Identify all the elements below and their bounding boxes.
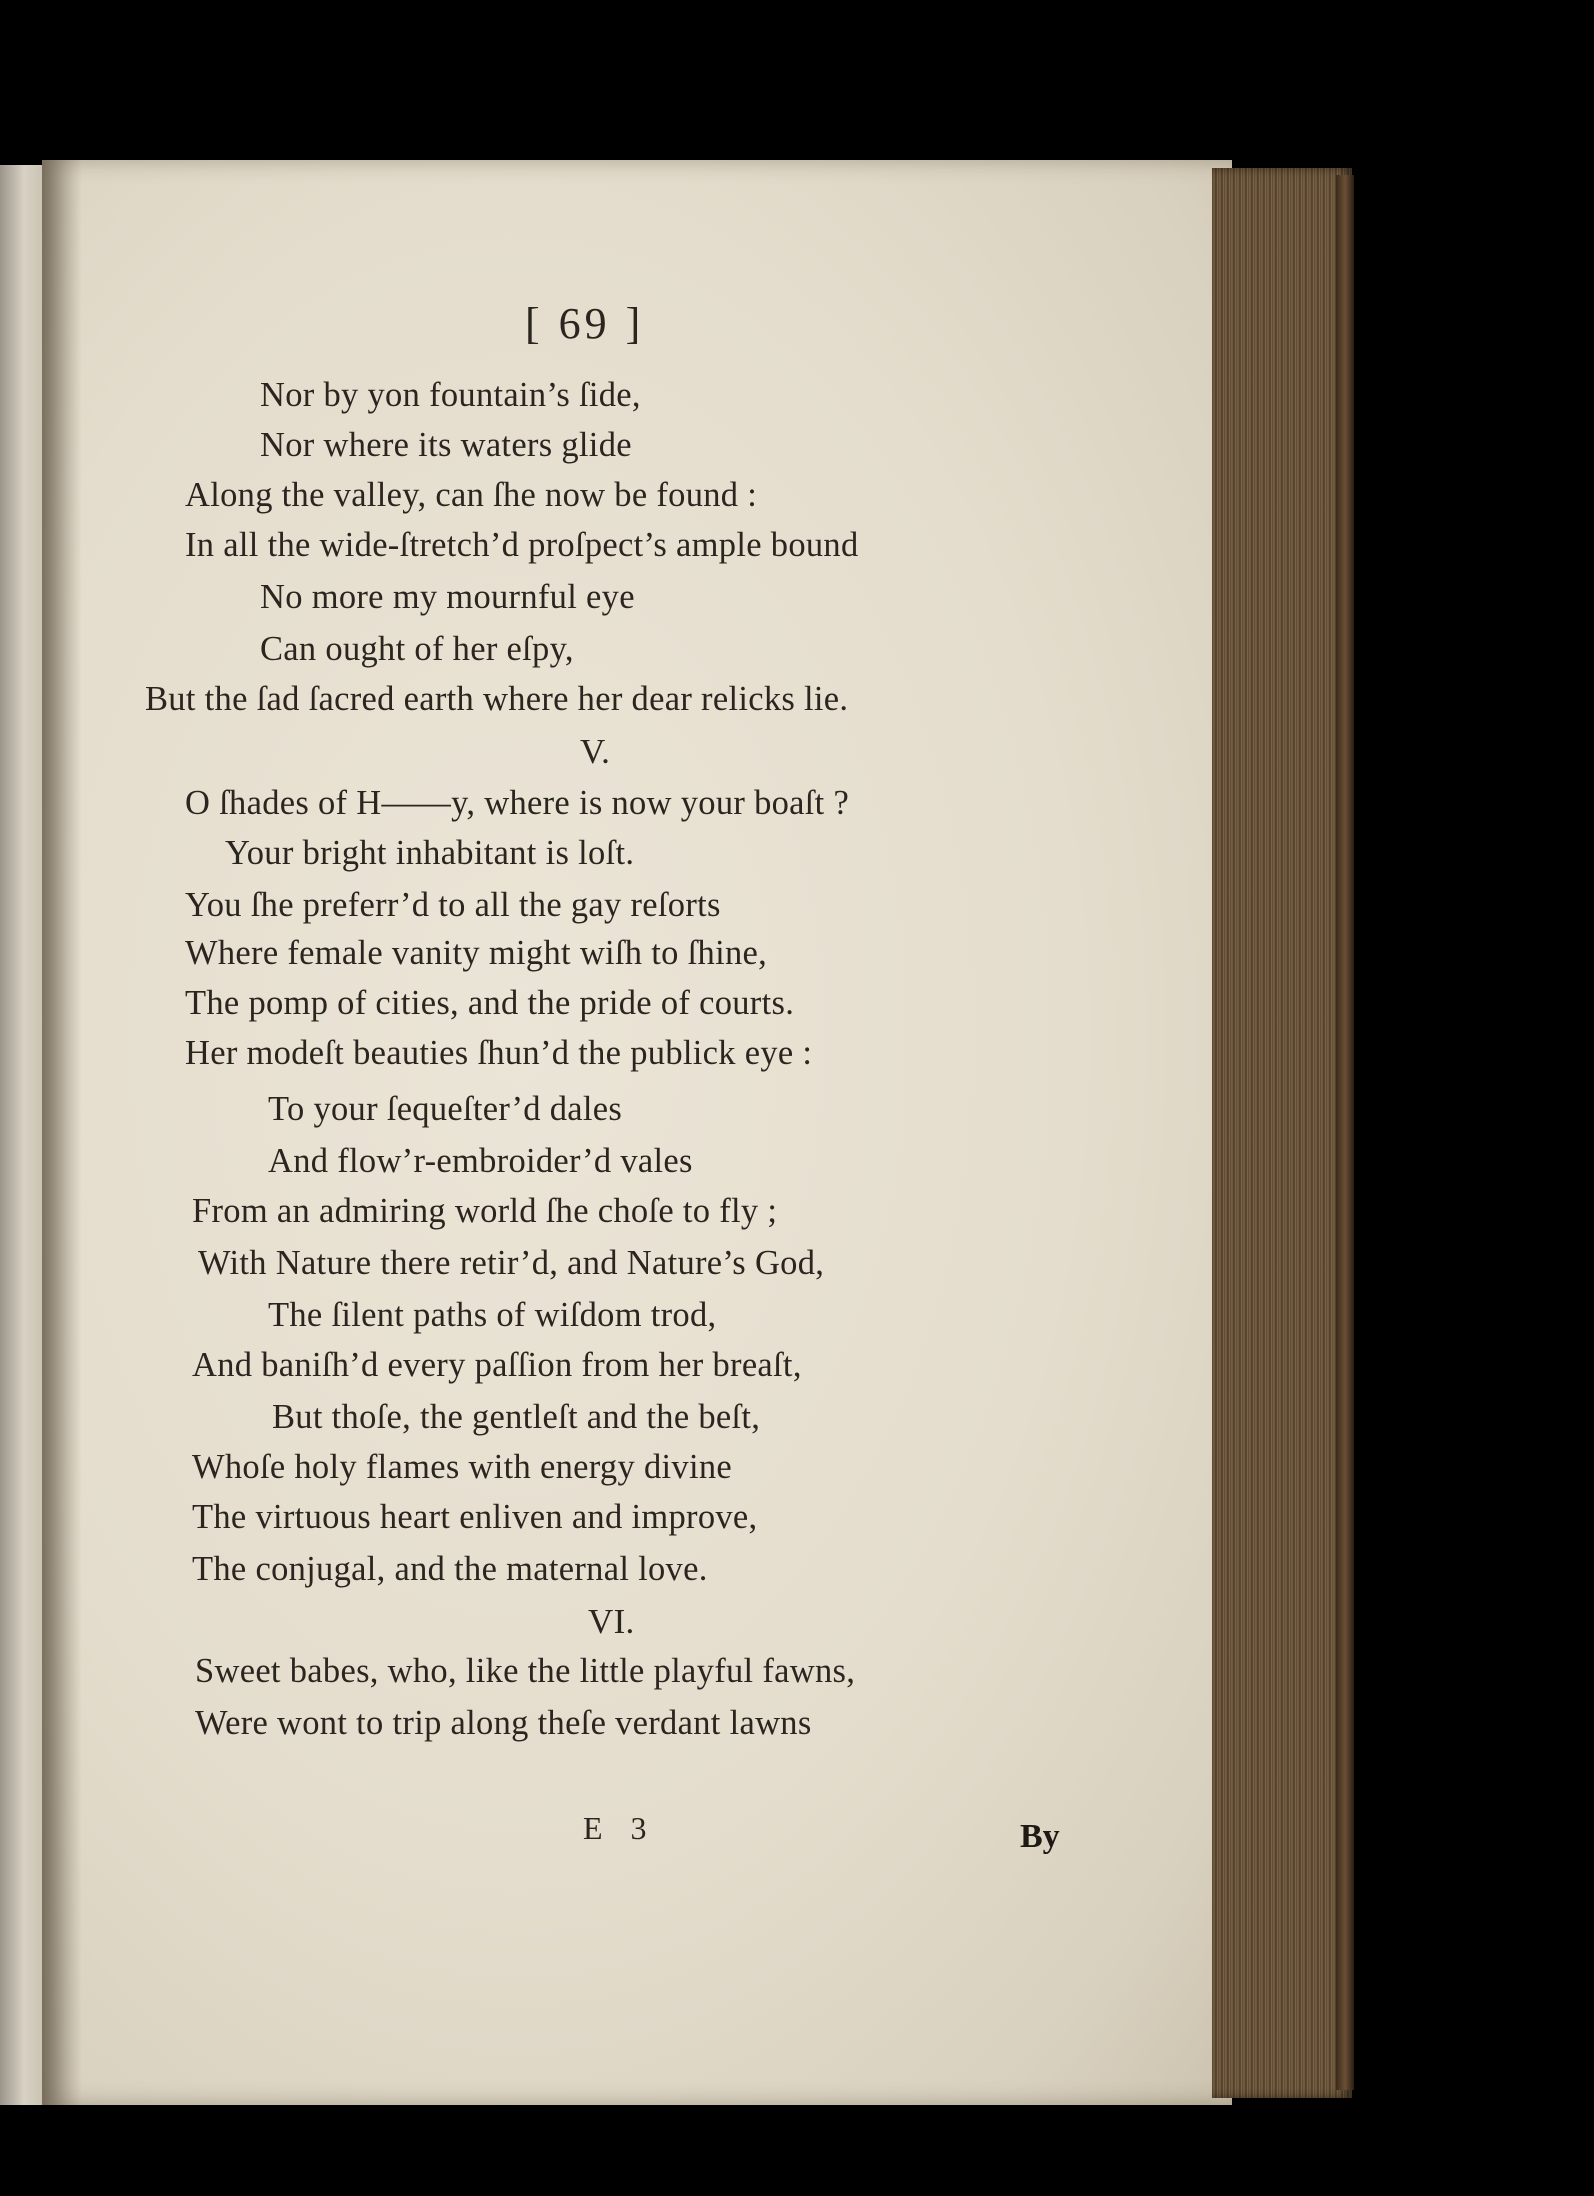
poem-line: The virtuous heart enliven and improve, bbox=[192, 1498, 758, 1536]
poem-line: Along the valley, can ſhe now be found : bbox=[185, 476, 758, 514]
poem-line: Her modeſt beauties ſhun’d the publick eye : bbox=[185, 1034, 813, 1072]
catchword: By bbox=[1020, 1818, 1060, 1855]
poem-line: The ſilent paths of wiſdom trod, bbox=[268, 1296, 717, 1334]
poem-line: O ſhades of H——y, where is now your boaſt ? bbox=[185, 784, 850, 822]
poem-line: No more my mournful eye bbox=[260, 578, 635, 616]
poem-line: Where female vanity might wiſh to ſhine, bbox=[185, 934, 768, 972]
poem-line: Were wont to trip along theſe verdant lawns bbox=[195, 1704, 812, 1742]
poem-line: In all the wide-ſtretch’d proſpect’s ample bound bbox=[185, 526, 859, 564]
gutter-shadow bbox=[42, 160, 82, 2105]
book-cover-edge bbox=[1336, 175, 1354, 2090]
poem-line: Your bright inhabitant is loſt. bbox=[225, 834, 635, 872]
stanza-number: VI. bbox=[588, 1602, 635, 1641]
poem-line: You ſhe preferr’d to all the gay reſorts bbox=[185, 886, 721, 924]
poem-line: Nor where its waters glide bbox=[260, 426, 632, 464]
signature-mark: E 3 bbox=[583, 1810, 657, 1846]
poem-line: But thoſe, the gentleſt and the beſt, bbox=[272, 1398, 761, 1436]
poem-line: But the ſad ſacred earth where her dear relicks lie. bbox=[145, 680, 849, 718]
poem-line: And baniſh’d every paſſion from her breaſt, bbox=[192, 1346, 802, 1384]
poem-line: Whoſe holy flames with energy divine bbox=[192, 1448, 732, 1486]
poem-line: The pomp of cities, and the pride of courts. bbox=[185, 984, 795, 1022]
poem-line: Nor by yon fountain’s ſide, bbox=[260, 376, 641, 414]
poem-line: From an admiring world ſhe choſe to fly ; bbox=[192, 1192, 778, 1230]
stanza-number: V. bbox=[580, 732, 611, 771]
poem-line: And flow’r-embroider’d vales bbox=[268, 1142, 693, 1180]
poem-line: With Nature there retir’d, and Nature’s God, bbox=[198, 1244, 825, 1282]
poem-line: Sweet babes, who, like the little playful fawns, bbox=[195, 1652, 856, 1690]
poem-line: Can ought of her eſpy, bbox=[260, 630, 574, 668]
poem-line: To your ſequeſter’d dales bbox=[268, 1090, 623, 1128]
poem-line: The conjugal, and the maternal love. bbox=[192, 1550, 708, 1588]
page-number: [ 69 ] bbox=[525, 299, 645, 348]
page-fore-edge bbox=[1212, 168, 1352, 2098]
